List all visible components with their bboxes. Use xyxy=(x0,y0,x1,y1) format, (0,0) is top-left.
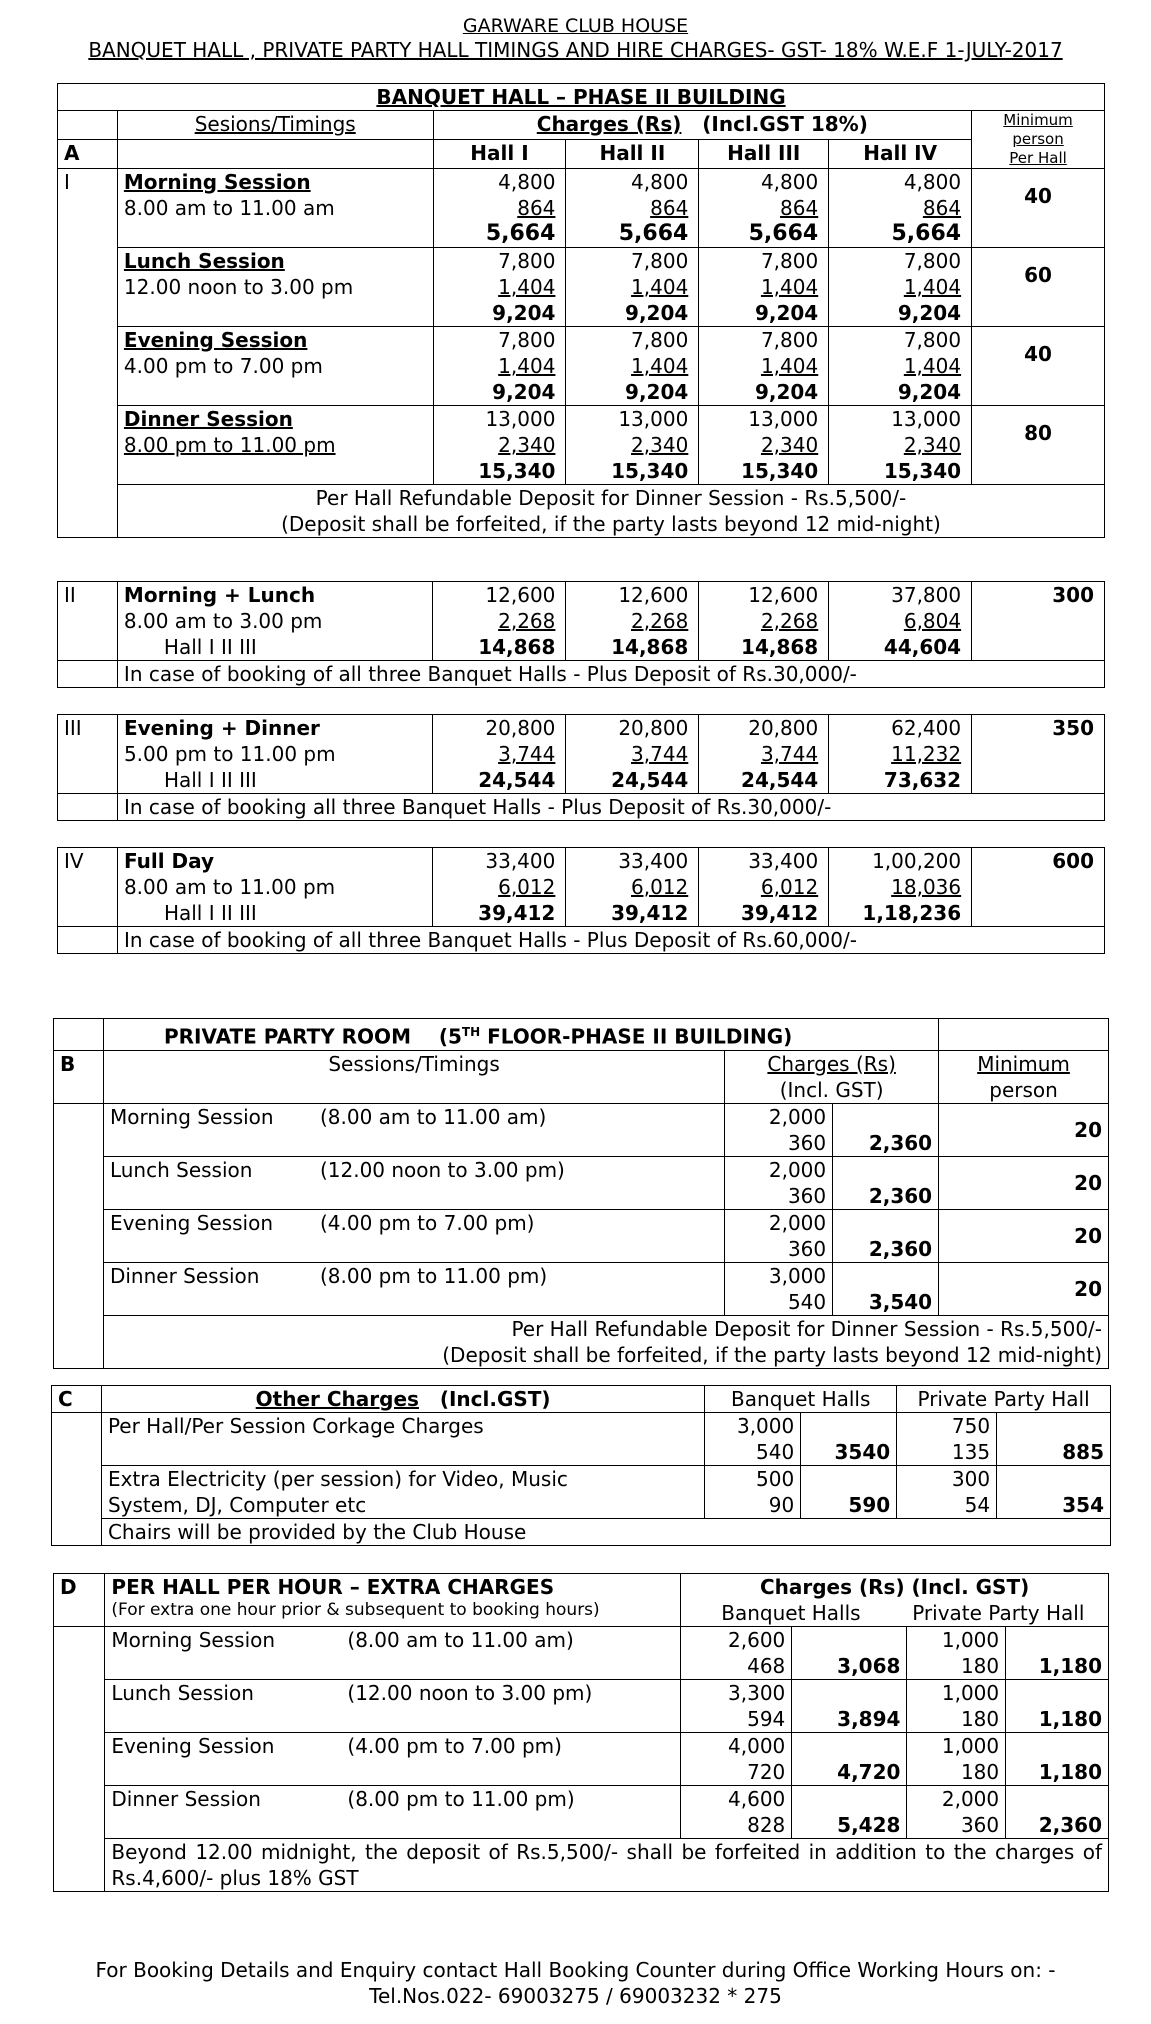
min-person-value: 600 xyxy=(972,848,1105,927)
price-base-cell: 2,600 468 xyxy=(681,1627,792,1680)
price-total-cell: 2,360 xyxy=(1006,1786,1109,1839)
combo-note: In case of booking of all three Banquet Halls - Plus Deposit of Rs.30,000/- xyxy=(117,661,1104,688)
min-person-value: 80 xyxy=(972,406,1105,485)
price-total-cell: 1,180 xyxy=(1006,1627,1109,1680)
price-base-cell: 4,600 828 xyxy=(681,1786,792,1839)
min-person-value: 350 xyxy=(972,715,1105,794)
price-base-cell: 2,000 360 xyxy=(907,1786,1006,1839)
price-cell: 4,800 864 5,664 xyxy=(433,169,566,248)
price-total-cell: 1,180 xyxy=(1006,1680,1109,1733)
price-cell: 4,800 864 5,664 xyxy=(699,169,829,248)
charge-label: Extra Electricity (per session) for Video, Music System, DJ, Computer etc xyxy=(101,1466,704,1519)
price-base-cell: 2,000 360 xyxy=(725,1209,833,1262)
price-base-cell: 4,000 720 xyxy=(681,1733,792,1786)
min-person-header: Minimum person Per Hall xyxy=(972,111,1105,169)
session-cell: Lunch Session (12.00 noon to 3.00 pm) xyxy=(105,1680,681,1733)
hall-4-header: Hall IV xyxy=(829,140,972,169)
combo-table-iv xyxy=(57,847,1105,954)
other-charges-table xyxy=(51,1385,1111,1546)
min-person-value: 20 xyxy=(939,1209,1109,1262)
min-person-header: Minimum person xyxy=(939,1050,1109,1103)
other-charges-title: Other Charges (Incl.GST) xyxy=(101,1386,704,1413)
price-cell: 37,800 6,804 44,604 xyxy=(829,582,972,661)
hall-2-header: Hall II xyxy=(566,140,699,169)
min-person-value: 20 xyxy=(939,1103,1109,1156)
session-cell: Evening Session (4.00 pm to 7.00 pm) xyxy=(103,1209,724,1262)
price-cell: 7,800 1,404 9,204 xyxy=(566,248,699,327)
session-cell: Lunch Session (12.00 noon to 3.00 pm) xyxy=(103,1156,724,1209)
min-person-value: 20 xyxy=(939,1262,1109,1315)
booking-contact: For Booking Details and Enquiry contact Hall Booking Counter during Office Working Hours on: - xyxy=(95,1958,1056,1982)
price-base-cell: 1,000 180 xyxy=(907,1680,1006,1733)
price-cell: 20,800 3,744 24,544 xyxy=(566,715,699,794)
price-total-cell: 5,428 xyxy=(792,1786,907,1839)
min-person-value: 300 xyxy=(972,582,1105,661)
price-cell: 7,800 1,404 9,204 xyxy=(433,327,566,406)
price-total-cell: 1,180 xyxy=(1006,1733,1109,1786)
price-cell: 12,600 2,268 14,868 xyxy=(699,582,829,661)
banquet-col-header: Banquet Halls xyxy=(705,1386,897,1413)
combo-note: In case of booking all three Banquet Halls - Plus Deposit of Rs.30,000/- xyxy=(117,794,1104,821)
private-party-title: PRIVATE PARTY ROOM (5TH FLOOR-PHASE II BUILDING) xyxy=(103,1019,938,1051)
session-cell: Lunch Session 12.00 noon to 3.00 pm xyxy=(117,248,433,327)
price-cell: 12,600 2,268 14,868 xyxy=(566,582,699,661)
price-total-cell: 3,068 xyxy=(792,1627,907,1680)
session-cell: Evening + Dinner 5.00 pm to 11.00 pm Hall I II III xyxy=(117,715,433,794)
section-roman: III xyxy=(58,715,118,794)
min-person-value: 60 xyxy=(972,248,1105,327)
price-total-cell: 3,894 xyxy=(792,1680,907,1733)
price-cell: 33,400 6,012 39,412 xyxy=(433,848,566,927)
combo-table-iii xyxy=(57,714,1105,821)
extra-charges-table xyxy=(53,1573,1109,1892)
price-base-cell: 3,300 594 xyxy=(681,1680,792,1733)
price-cell: 7,800 1,404 9,204 xyxy=(566,327,699,406)
session-cell: Morning Session (8.00 am to 11.00 am) xyxy=(105,1627,681,1680)
deposit-note: Per Hall Refundable Deposit for Dinner Session - Rs.5,500/- (Deposit shall be forfeited, if the party lasts beyond 12 mid-night) xyxy=(117,485,1104,538)
price-cell: 13,000 2,340 15,340 xyxy=(699,406,829,485)
price-cell: 7,800 1,404 9,204 xyxy=(433,248,566,327)
session-cell: Dinner Session (8.00 pm to 11.00 pm) xyxy=(103,1262,724,1315)
session-cell: Dinner Session 8.00 pm to 11.00 pm xyxy=(117,406,433,485)
section-roman: II xyxy=(58,582,118,661)
session-cell: Evening Session (4.00 pm to 7.00 pm) xyxy=(105,1733,681,1786)
extra-charges-title: PER HALL PER HOUR – EXTRA CHARGES (For extra one hour prior & subsequent to booking hours) xyxy=(105,1574,681,1627)
charges-header: Charges (Rs) (Incl.GST 18%) xyxy=(433,111,972,140)
price-base-cell: 1,000 180 xyxy=(907,1627,1006,1680)
section-letter-d: D xyxy=(54,1574,105,1627)
price-base-cell: 300 54 xyxy=(897,1466,997,1519)
price-total-cell: 2,360 xyxy=(833,1156,939,1209)
price-cell: 7,800 1,404 9,204 xyxy=(699,327,829,406)
price-cell: 33,400 6,012 39,412 xyxy=(699,848,829,927)
price-total-cell: 2,360 xyxy=(833,1209,939,1262)
price-base-cell: 3,000 540 xyxy=(705,1413,801,1466)
price-base-cell: 3,000 540 xyxy=(725,1262,833,1315)
price-base-cell: 500 90 xyxy=(705,1466,801,1519)
price-base-cell: 750 135 xyxy=(897,1413,997,1466)
price-cell: 20,800 3,744 24,544 xyxy=(699,715,829,794)
section-letter-c: C xyxy=(52,1386,102,1413)
price-cell: 33,400 6,012 39,412 xyxy=(566,848,699,927)
price-total-cell: 4,720 xyxy=(792,1733,907,1786)
min-person-value: 20 xyxy=(939,1156,1109,1209)
price-cell: 1,00,200 18,036 1,18,236 xyxy=(829,848,972,927)
document-subtitle: BANQUET HALL , PRIVATE PARTY HALL TIMINGS AND HIRE CHARGES- GST- 18% W.E.F 1-JULY-2017 xyxy=(88,38,1063,62)
document-title: GARWARE CLUB HOUSE xyxy=(462,15,689,37)
price-cell: 20,800 3,744 24,544 xyxy=(433,715,566,794)
price-cell: 7,800 1,404 9,204 xyxy=(829,327,972,406)
charges-header: Charges (Rs) (Incl. GST) xyxy=(725,1050,939,1103)
price-total-cell: 2,360 xyxy=(833,1103,939,1156)
price-cell: 7,800 1,404 9,204 xyxy=(829,248,972,327)
charges-header: Charges (Rs) (Incl. GST) Banquet Halls Private Party Hall xyxy=(681,1574,1109,1627)
price-total-cell: 3,540 xyxy=(833,1262,939,1315)
price-cell: 13,000 2,340 15,340 xyxy=(433,406,566,485)
price-cell: 7,800 1,404 9,204 xyxy=(699,248,829,327)
price-total-cell: 885 xyxy=(997,1413,1111,1466)
price-cell: 12,600 2,268 14,868 xyxy=(433,582,566,661)
price-cell: 4,800 864 5,664 xyxy=(829,169,972,248)
combo-table-ii xyxy=(57,581,1105,688)
price-base-cell: 1,000 180 xyxy=(907,1733,1006,1786)
min-person-value: 40 xyxy=(972,169,1105,248)
price-cell: 13,000 2,340 15,340 xyxy=(829,406,972,485)
session-cell: Morning + Lunch 8.00 am to 3.00 pm Hall I II III xyxy=(117,582,433,661)
price-total-cell: 3540 xyxy=(801,1413,897,1466)
section-roman-i: I xyxy=(58,169,118,538)
session-cell: Morning Session (8.00 am to 11.00 am) xyxy=(103,1103,724,1156)
price-cell: 4,800 864 5,664 xyxy=(566,169,699,248)
section-letter-b: B xyxy=(54,1050,104,1103)
private-col-header: Private Party Hall xyxy=(897,1386,1111,1413)
price-cell: 13,000 2,340 15,340 xyxy=(566,406,699,485)
telephone-numbers: Tel.Nos.022- 69003275 / 69003232 * 275 xyxy=(369,1984,782,2008)
session-cell: Dinner Session (8.00 pm to 11.00 pm) xyxy=(105,1786,681,1839)
price-base-cell: 2,000 360 xyxy=(725,1103,833,1156)
banquet-hall-table xyxy=(57,83,1105,538)
section-roman: IV xyxy=(58,848,118,927)
price-total-cell: 590 xyxy=(801,1466,897,1519)
price-base-cell: 2,000 360 xyxy=(725,1156,833,1209)
banquet-hall-title: BANQUET HALL – PHASE II BUILDING xyxy=(58,84,1105,111)
hall-3-header: Hall III xyxy=(699,140,829,169)
min-person-value: 40 xyxy=(972,327,1105,406)
session-cell: Evening Session 4.00 pm to 7.00 pm xyxy=(117,327,433,406)
sessions-header: Sessions/Timings xyxy=(103,1050,724,1103)
private-party-table xyxy=(53,1018,1109,1369)
midnight-note: Beyond 12.00 midnight, the deposit of Rs.5,500/- shall be forfeited in addition to the charges of Rs.4,600/- plus 18% GST xyxy=(105,1839,1109,1892)
price-total-cell: 354 xyxy=(997,1466,1111,1519)
hall-1-header: Hall I xyxy=(433,140,566,169)
combo-note: In case of booking of all three Banquet Halls - Plus Deposit of Rs.60,000/- xyxy=(117,927,1104,954)
section-letter-a: A xyxy=(58,140,118,169)
chairs-note: Chairs will be provided by the Club House xyxy=(101,1519,1110,1546)
session-cell: Morning Session 8.00 am to 11.00 am xyxy=(117,169,433,248)
sessions-header: Sesions/Timings xyxy=(117,111,433,140)
session-cell: Full Day 8.00 am to 11.00 pm Hall I II III xyxy=(117,848,433,927)
deposit-note: Per Hall Refundable Deposit for Dinner Session - Rs.5,500/- (Deposit shall be forfeited, if the party lasts beyond 12 mid-night) xyxy=(103,1315,1108,1368)
charge-label: Per Hall/Per Session Corkage Charges xyxy=(101,1413,704,1466)
price-cell: 62,400 11,232 73,632 xyxy=(829,715,972,794)
